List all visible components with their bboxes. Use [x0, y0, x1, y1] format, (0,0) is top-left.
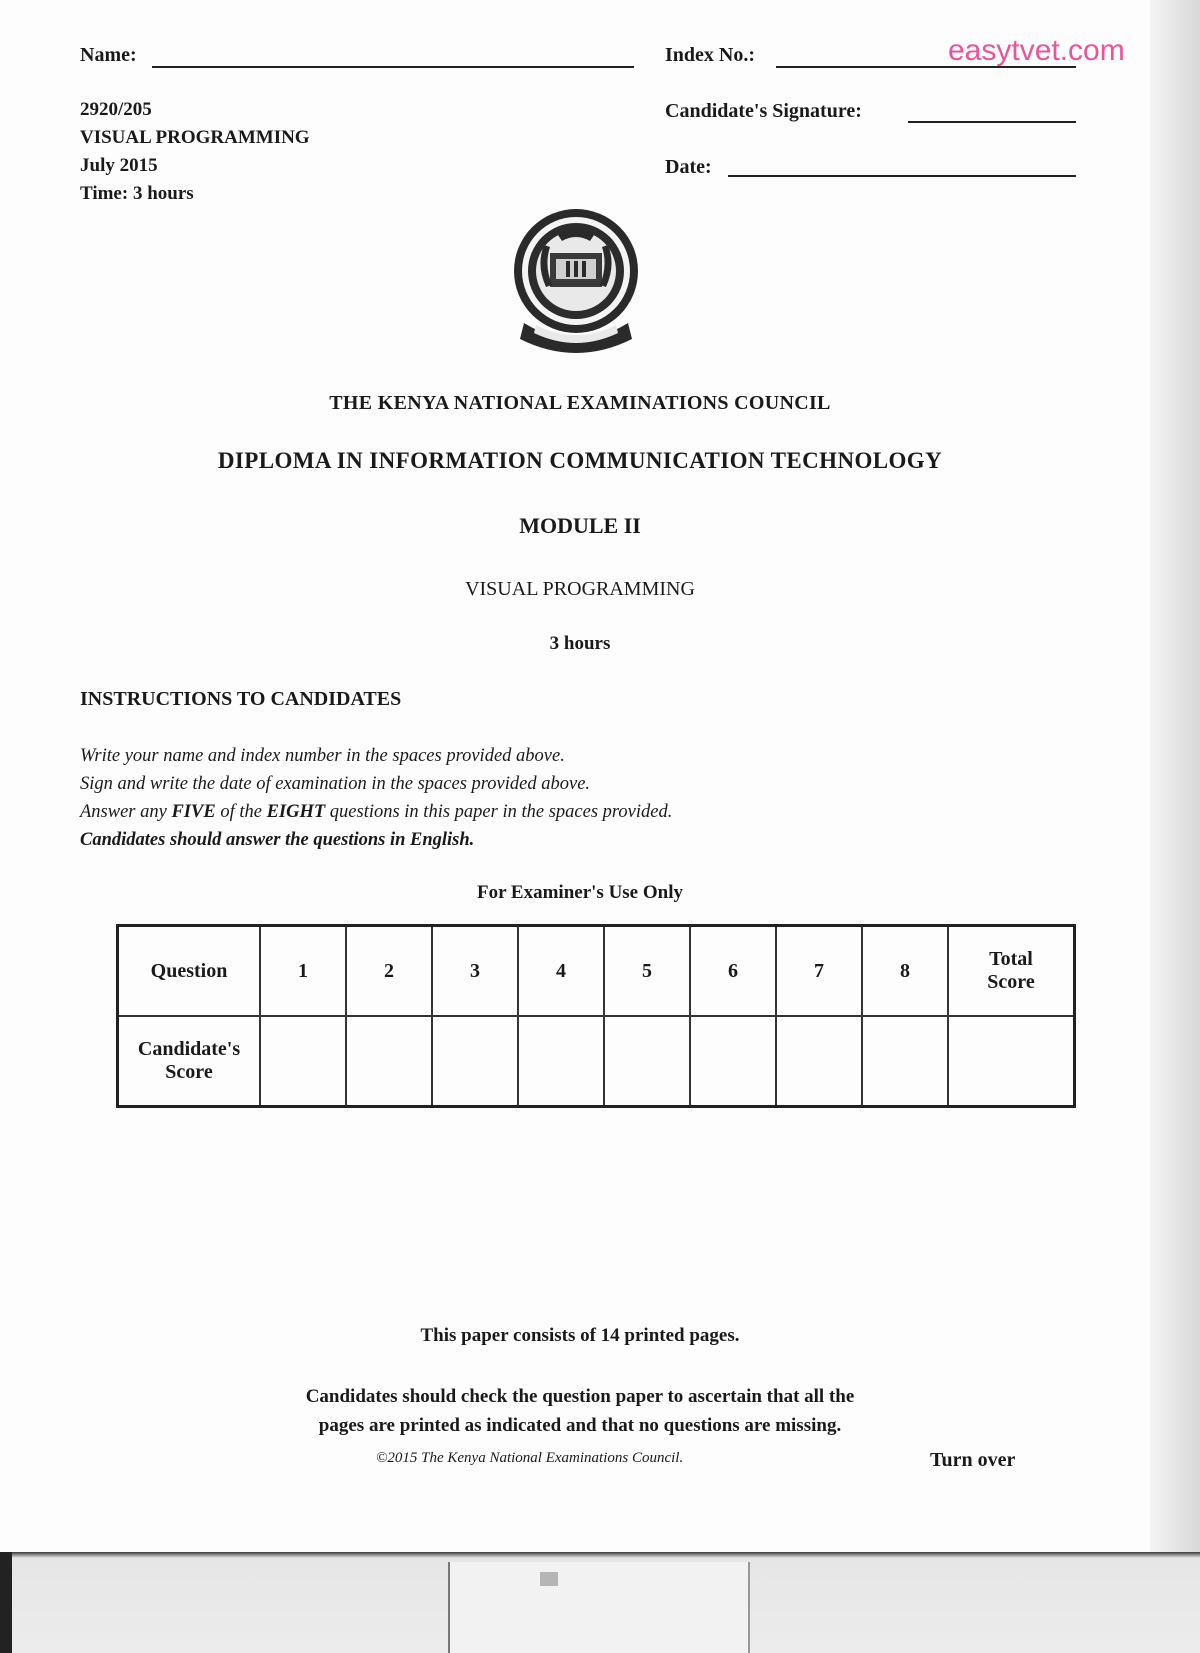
check-note-line-1: Candidates should check the question paper to ascertain that all the	[305, 1386, 855, 1407]
scan-bottom-edge	[0, 1552, 1200, 1653]
scanner-tab-mark	[540, 1572, 558, 1586]
copyright-text: ©2015 The Kenya National Examinations Council.	[376, 1450, 684, 1466]
question-number-cell: 3	[432, 926, 518, 1017]
council-title: THE KENYA NATIONAL EXAMINATIONS COUNCIL	[329, 392, 831, 414]
paper-session: July 2015	[80, 155, 158, 176]
instruction-text: questions in this paper in the spaces provided.	[325, 802, 673, 822]
candidate-score-row	[118, 1016, 1075, 1107]
question-number-cell: 1	[260, 926, 346, 1017]
instruction-line-1: Write your name and index number in the spaces provided above.	[80, 746, 565, 766]
signature-field-line	[908, 121, 1076, 123]
paper-code: 2920/205	[80, 99, 152, 120]
module-title: MODULE II	[519, 513, 641, 538]
page-shadow	[1150, 0, 1200, 1653]
instruction-text: of the	[215, 802, 267, 822]
total-score-line-2: Score	[987, 971, 1035, 993]
index-label: Index No.:	[665, 44, 756, 66]
score-cell	[432, 1016, 518, 1107]
scanner-tab	[448, 1562, 750, 1653]
score-table	[116, 924, 1076, 1108]
paper-subject: VISUAL PROGRAMMING	[80, 127, 310, 148]
candidate-score-line-1: Candidate's	[137, 1038, 241, 1060]
name-field-line	[152, 66, 634, 68]
question-label-cell: Question	[118, 926, 261, 1017]
total-score-line-1: Total	[989, 948, 1033, 970]
score-cell	[346, 1016, 432, 1107]
instruction-line-3	[80, 798, 672, 826]
check-note-line-2: pages are printed as indicated and that no questions are missing.	[318, 1415, 842, 1436]
question-number-cell: 7	[776, 926, 862, 1017]
date-field-line	[728, 175, 1076, 177]
score-cell	[604, 1016, 690, 1107]
instructions-heading: INSTRUCTIONS TO CANDIDATES	[80, 688, 402, 710]
score-cell	[776, 1016, 862, 1107]
coat-of-arms-seal-icon	[506, 205, 646, 365]
subject-title: VISUAL PROGRAMMING	[465, 578, 695, 600]
watermark-text: easytvet.com	[948, 34, 1125, 67]
question-number-cell: 8	[862, 926, 948, 1017]
signature-label: Candidate's Signature:	[665, 100, 862, 122]
total-score-cell	[948, 1016, 1075, 1107]
question-number-cell: 6	[690, 926, 776, 1017]
candidate-score-line-2: Score	[165, 1061, 213, 1083]
score-cell	[862, 1016, 948, 1107]
question-row	[118, 926, 1075, 1017]
candidate-score-label	[118, 1016, 261, 1107]
question-number-cell: 2	[346, 926, 432, 1017]
instruction-emphasis: EIGHT	[266, 802, 326, 822]
scan-dark-corner	[0, 1552, 12, 1653]
total-score-header	[948, 926, 1075, 1017]
check-pages-note	[0, 1382, 1160, 1440]
question-number-cell: 5	[604, 926, 690, 1017]
score-cell	[518, 1016, 604, 1107]
name-label: Name:	[80, 44, 137, 66]
instruction-line-4: Candidates should answer the questions in English.	[80, 830, 475, 850]
question-number-cell: 4	[518, 926, 604, 1017]
date-label: Date:	[665, 156, 712, 178]
diploma-title: DIPLOMA IN INFORMATION COMMUNICATION TECHNOLOGY	[217, 448, 943, 473]
page-count-note: This paper consists of 14 printed pages.	[420, 1325, 740, 1346]
instructions-list	[80, 742, 672, 854]
examiner-caption: For Examiner's Use Only	[476, 882, 683, 903]
score-cell	[260, 1016, 346, 1107]
instruction-line-2: Sign and write the date of examination in the spaces provided above.	[80, 774, 591, 794]
duration-text: 3 hours	[549, 633, 611, 654]
score-cell	[690, 1016, 776, 1107]
paper-meta	[80, 96, 310, 208]
turn-over-text: Turn over	[930, 1449, 1016, 1471]
instruction-emphasis: FIVE	[171, 802, 216, 822]
instruction-text: Answer any	[80, 802, 172, 822]
paper-time: Time: 3 hours	[80, 183, 194, 204]
